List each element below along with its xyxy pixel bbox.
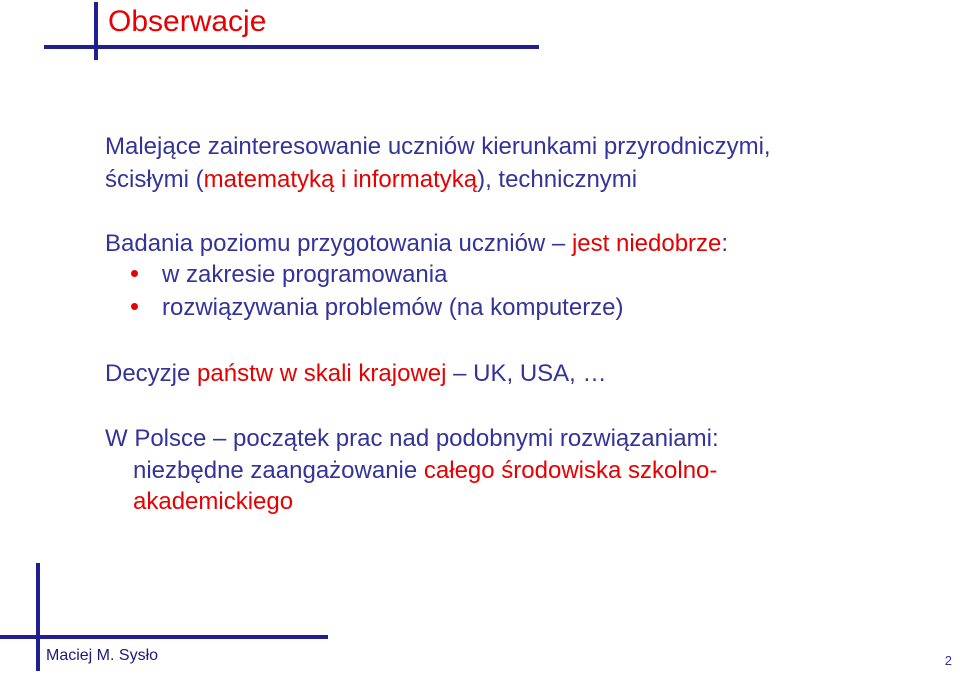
highlight-text: całego środowiska szkolno- bbox=[423, 457, 718, 484]
footer-author: Maciej M. Sysło bbox=[46, 647, 159, 664]
footer-vertical-rule bbox=[36, 563, 40, 671]
paragraph-1-text: ścisłymi ( bbox=[105, 166, 204, 193]
paragraph-4-line-3 bbox=[133, 487, 293, 517]
page-number: 2 bbox=[944, 653, 952, 668]
paragraph-1-line-1 bbox=[105, 132, 771, 162]
paragraph-4-text: W Polsce – początek prac nad podobnymi rozwiązaniami: bbox=[105, 425, 719, 452]
paragraph-4-text: niezbędne zaangażowanie bbox=[133, 457, 424, 484]
paragraph-4-line-1 bbox=[105, 424, 719, 454]
slide-title: Obserwacje bbox=[108, 5, 267, 38]
paragraph-2-text: Badania poziomu przygotowania uczniów – bbox=[105, 230, 572, 257]
footer-horizontal-rule bbox=[0, 635, 328, 639]
bullet-dot-icon bbox=[131, 303, 138, 310]
bullet-text: w zakresie programowania bbox=[162, 261, 448, 288]
paragraph-1-text: ), technicznymi bbox=[477, 166, 638, 193]
highlight-text: akademickiego bbox=[133, 488, 294, 515]
highlight-text: matematyką i informatyką bbox=[203, 166, 478, 193]
paragraph-3-text: – UK, USA, … bbox=[446, 360, 607, 387]
bullet-dot-icon bbox=[131, 270, 138, 277]
paragraph-1-line-2 bbox=[105, 165, 637, 195]
highlight-text: jest niedobrze bbox=[571, 230, 722, 257]
paragraph-2-intro bbox=[105, 229, 728, 259]
header-horizontal-rule bbox=[44, 45, 539, 49]
paragraph-3-text: Decyzje bbox=[105, 360, 198, 387]
paragraph-1-text: Malejące zainteresowanie uczniów kierunkami przyrodniczymi, bbox=[105, 133, 771, 160]
bullet-item bbox=[162, 293, 624, 323]
bullet-text: rozwiązywania problemów (na komputerze) bbox=[162, 294, 624, 321]
paragraph-4-line-2 bbox=[133, 456, 717, 486]
bullet-item bbox=[162, 260, 447, 290]
paragraph-2-text: : bbox=[721, 230, 729, 257]
header-vertical-rule bbox=[94, 2, 98, 60]
highlight-text: państw w skali krajowej bbox=[197, 360, 447, 387]
paragraph-3 bbox=[105, 359, 607, 389]
